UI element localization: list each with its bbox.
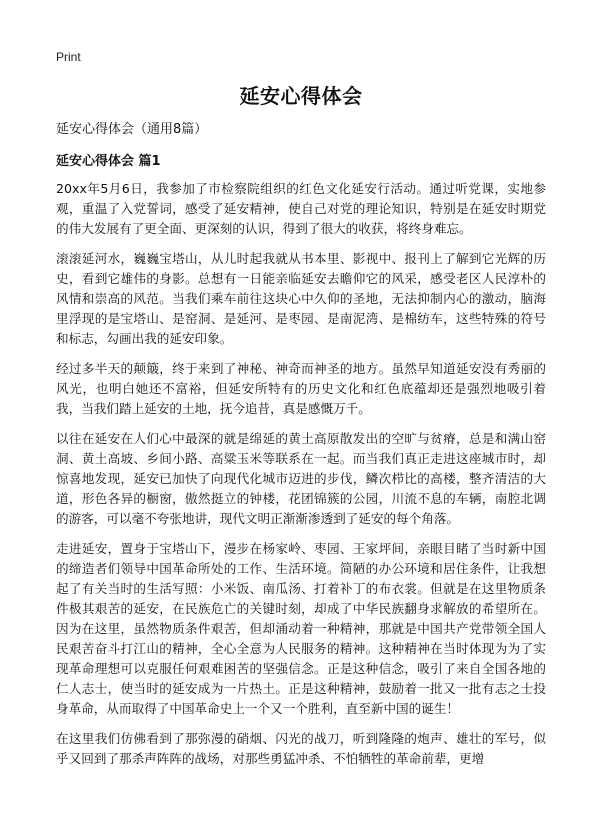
paragraph-5: 走进延安，置身于宝塔山下，漫步在杨家岭、枣园、王家坪间，亲眼目睹了当时新中国的缔造者们领导中国革命所处的工作、生活环境。简陋的办公环境和居住条件，让我想起了有关当时的生活写照：小米饭、南瓜汤、打着补丁的布衣裳。但就是在这里物质条件极其艰苦的延安，在民族危亡的关键时刻，却成了中华民族翻身求解放的希望所在。因为在这里，虽然物质条件艰苦，但却涌动着一种精神，那就是中国共产党带领全国人民艰苦奋斗打江山的精神，全心全意为人民服务的精神。这种精神在当时体现为为了实现革命理想可以克服任何艰难困苦的坚强信念。正是这种信念，吸引了来自全国各地的仁人志士，使当时的延安成为一片热土。正是这种精神，鼓励着一批又一批有志之士投身革命，从而取得了中国革命史上一个又一个胜利，直至新中国的诞生！	[56, 541, 546, 716]
print-link[interactable]: Print	[56, 50, 81, 64]
section-heading: 延安心得体会 篇1	[56, 154, 161, 169]
document-page	[56, 46, 546, 769]
paragraph-6: 在这里我们仿佛看到了那弥漫的硝烟、闪光的战刀，听到隆隆的炮声、雄壮的军号，似乎又回到了那杀声阵阵的战场，对那些勇猛冲杀、不怕牺牲的革命前辈，更增	[56, 731, 546, 766]
paragraph-3: 经过多半天的颠簸，终于来到了神秘、神奇而神圣的地方。虽然早知道延安没有秀丽的风光，也明白她还不富裕，但延安所特有的历史文化和红色底蕴却还是强烈地吸引着我，当我们踏上延安的土地，抚今追昔，真是感慨万千。	[56, 361, 546, 416]
document-subtitle: 延安心得体会（通用8篇）	[56, 122, 208, 137]
paragraph-2: 滚滚延河水，巍巍宝塔山，从儿时起我就从书本里、影视中、报刊上了解到它光辉的历史，看到它雄伟的身影。总想有一日能亲临延安去瞻仰它的风采，感受老区人民淳朴的风情和崇高的风范。当我们乘车前往这块心中久仰的圣地，无法抑制内心的激动，脑海里浮现的是宝塔山、是窑洞、是延河、是枣园、是南泥湾、是棉纺车，这些特殊的符号和标志，勾画出我的延安印象。	[56, 251, 546, 346]
paragraph-1: 20xx年5月6日，我参加了市检察院组织的红色文化延安行活动。通过听党课，实地参观，重温了入党誓词，感受了延安精神，使自己对党的理论知识，特别是在延安时期党的伟大发展有了更全面、更深刻的认识，得到了很大的收获，将终身难忘。	[56, 181, 546, 236]
document-title: 延安心得体会	[239, 84, 363, 108]
paragraph-4: 以往在延安在人们心中最深的就是绵延的黄土高原散发出的空旷与贫瘠，总是和满山窑洞、黄土高坡、乡间小路、高粱玉米等联系在一起。而当我们真正走进这座城市时，却惊喜地发现，延安已加快了向现代化城市迈进的步伐，鳞次栉比的高楼，整齐清洁的大道，形色各异的橱窗，傲然挺立的钟楼，花团锦簇的公园，川流不息的车辆，南腔北调的游客，可以毫不夸张地讲，现代文明正渐渐渗透到了延安的每个角落。	[56, 431, 546, 526]
